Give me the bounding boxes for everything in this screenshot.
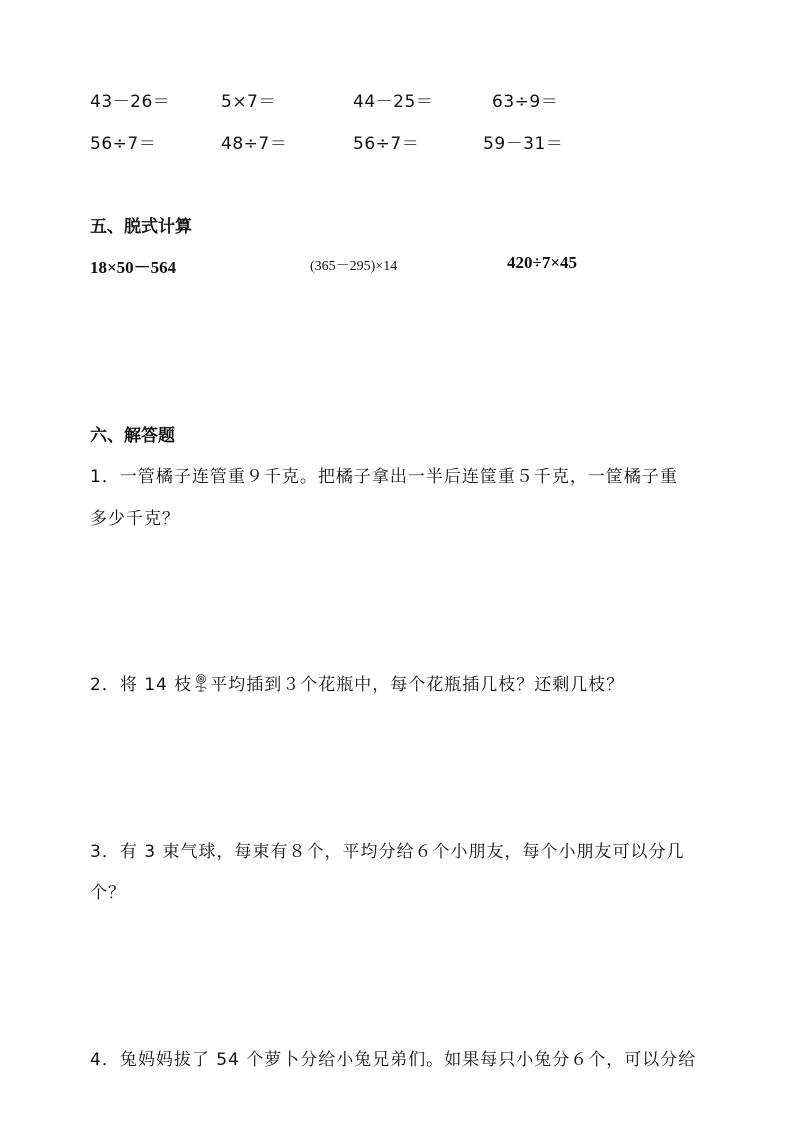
section-title-word-problems: 六、解答题 — [90, 426, 175, 446]
mental-math-item: 44－25＝ — [353, 92, 434, 112]
problem-2-text-before: 2．将 14 枝 — [90, 675, 193, 695]
mental-math-item: 59－31＝ — [483, 134, 564, 154]
calc-expression: 420÷7×45 — [507, 253, 578, 272]
section-title-calculation: 五、脱式计算 — [90, 217, 192, 237]
mental-math-item: 63÷9＝ — [492, 92, 559, 112]
mental-math-item: 43－26＝ — [90, 92, 171, 112]
flower-icon — [193, 673, 209, 693]
problem-1-line-1: 1．一管橘子连管重９千克。把橘子拿出一半后连筐重５千克，一筐橘子重 — [90, 467, 678, 487]
calc-expression: (365－295)×14 — [310, 259, 398, 274]
mental-math-item: 5×7＝ — [221, 92, 276, 112]
mental-math-item: 48÷7＝ — [221, 134, 288, 154]
mental-math-item: 56÷7＝ — [90, 134, 157, 154]
calc-expression: 18×50－564 — [90, 258, 177, 277]
problem-4-line-1: 4．兔妈妈拔了 54 个萝卜分给小兔兄弟们。如果每只小兔分６个，可以分给 — [90, 1050, 697, 1070]
mental-math-item: 56÷7＝ — [353, 134, 420, 154]
problem-3-line-1: 3．有 3 束气球，每束有８个，平均分给６个小朋友，每个小朋友可以分几 — [90, 842, 685, 862]
problem-2 — [90, 670, 624, 695]
problem-1-line-2: 多少千克？ — [90, 509, 180, 529]
problem-3-line-2: 个？ — [90, 883, 126, 903]
problem-2-text-after: 平均插到３个花瓶中，每个花瓶插几枝？还剩几枝？ — [210, 675, 625, 695]
